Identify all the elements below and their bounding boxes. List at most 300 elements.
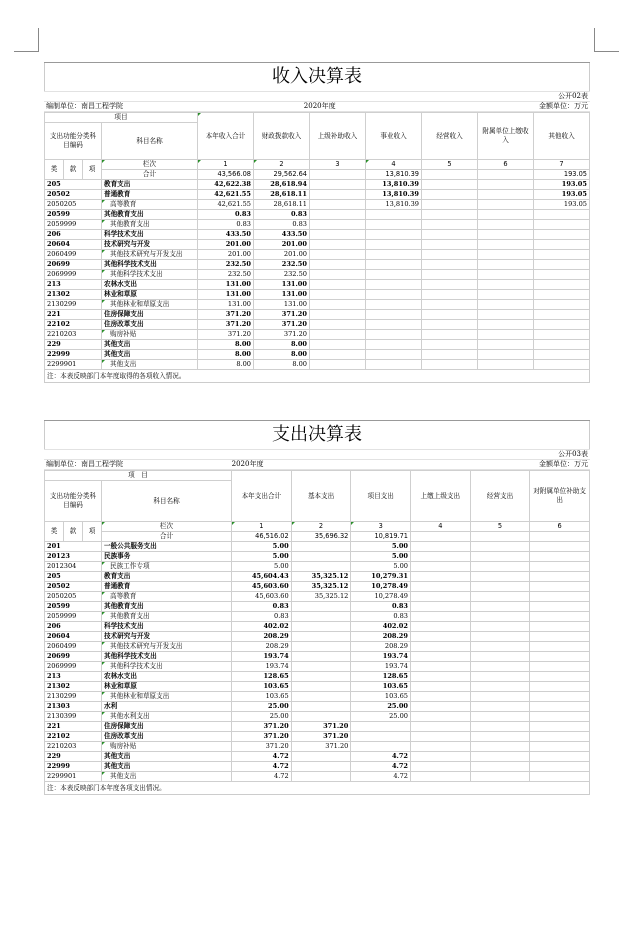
income-total-value [478, 170, 534, 180]
table-row [45, 290, 590, 300]
amount-cell: 371.20 [198, 330, 254, 340]
expense-title: 支出决算表 [44, 421, 590, 449]
amount-cell: 28,618.11 [254, 200, 310, 210]
subject-name: 其他支出 [102, 772, 232, 782]
amount-cell: 402.02 [232, 622, 292, 632]
income-meta [44, 91, 590, 112]
amount-cell [422, 240, 478, 250]
amount-cell: 103.65 [351, 682, 411, 692]
subject-code: 22999 [45, 762, 102, 772]
amount-cell [422, 270, 478, 280]
amount-cell: 5.00 [232, 542, 292, 552]
amount-cell [411, 542, 471, 552]
table-row [45, 682, 590, 692]
subject-name: 其他教育支出 [102, 612, 232, 622]
amount-cell [411, 562, 471, 572]
amount-cell [470, 712, 530, 722]
amount-cell [470, 552, 530, 562]
expense-table [44, 470, 590, 782]
amount-cell [411, 602, 471, 612]
amount-cell [411, 702, 471, 712]
amount-cell [530, 672, 590, 682]
amount-cell [534, 340, 590, 350]
amount-cell [478, 230, 534, 240]
amount-cell [291, 772, 351, 782]
amount-cell: 13,810.39 [366, 180, 422, 190]
amount-cell: 131.00 [198, 280, 254, 290]
amount-cell: 0.83 [351, 612, 411, 622]
income-total-value: 29,562.64 [254, 170, 310, 180]
subject-name: 其他科学技术支出 [102, 260, 198, 270]
table-row [45, 320, 590, 330]
income-col-num: 1 [198, 160, 254, 170]
table-row [45, 692, 590, 702]
table-row [45, 702, 590, 712]
table-row [45, 240, 590, 250]
table-row [45, 200, 590, 210]
amount-cell [470, 592, 530, 602]
income-table [44, 112, 590, 370]
subject-name: 其他教育支出 [102, 602, 232, 612]
amount-cell [478, 260, 534, 270]
amount-cell: 371.20 [254, 320, 310, 330]
expense-note: 注：本表反映部门本年度各项支出情况。 [44, 782, 590, 795]
subject-name: 科学技术支出 [102, 230, 198, 240]
income-year: 2020年度 [230, 102, 410, 112]
amount-cell [530, 722, 590, 732]
amount-cell [534, 300, 590, 310]
amount-cell: 208.29 [232, 632, 292, 642]
subject-code: 22999 [45, 350, 102, 360]
amount-cell [291, 632, 351, 642]
table-row [45, 632, 590, 642]
table-row [45, 360, 590, 370]
table-row [45, 210, 590, 220]
amount-cell: 8.00 [198, 360, 254, 370]
subject-name: 其他技术研究与开发支出 [102, 642, 232, 652]
expense-hdr-total-label: 合计 [102, 532, 232, 542]
amount-cell [310, 190, 366, 200]
amount-cell [411, 682, 471, 692]
amount-cell: 25.00 [351, 702, 411, 712]
amount-cell: 193.74 [232, 652, 292, 662]
subject-name: 其他支出 [102, 752, 232, 762]
amount-cell [530, 652, 590, 662]
amount-cell [411, 592, 471, 602]
amount-cell [366, 300, 422, 310]
amount-cell [310, 210, 366, 220]
income-col-num: 4 [366, 160, 422, 170]
amount-cell [478, 180, 534, 190]
table-row [45, 742, 590, 752]
amount-cell [422, 180, 478, 190]
income-amount-unit: 金额单位：万元 [410, 102, 590, 112]
expense-hdr-code: 支出功能分类科目编码 [45, 481, 102, 522]
amount-cell [291, 662, 351, 672]
amount-cell: 433.50 [198, 230, 254, 240]
subject-code: 21302 [45, 290, 102, 300]
amount-cell: 232.50 [198, 260, 254, 270]
subject-name: 其他科学技术支出 [102, 662, 232, 672]
subject-name: 其他技术研究与开发支出 [102, 250, 198, 260]
income-col-header: 经营收入 [422, 113, 478, 160]
table-row [45, 340, 590, 350]
subject-code: 2059999 [45, 612, 102, 622]
amount-cell: 371.20 [254, 310, 310, 320]
amount-cell [366, 210, 422, 220]
amount-cell: 4.72 [232, 762, 292, 772]
subject-name: 一般公共服务支出 [102, 542, 232, 552]
amount-cell: 103.65 [232, 682, 292, 692]
amount-cell [422, 290, 478, 300]
income-body [45, 180, 590, 370]
subject-code: 2299901 [45, 360, 102, 370]
subject-code: 2069999 [45, 270, 102, 280]
amount-cell: 42,622.38 [198, 180, 254, 190]
amount-cell [530, 712, 590, 722]
amount-cell: 208.29 [351, 632, 411, 642]
income-col-header: 上级补助收入 [310, 113, 366, 160]
expense-hdr-kuan: 款 [64, 522, 83, 542]
amount-cell [291, 752, 351, 762]
amount-cell [530, 662, 590, 672]
amount-cell [534, 330, 590, 340]
table-row [45, 180, 590, 190]
amount-cell: 0.83 [232, 602, 292, 612]
amount-cell [470, 542, 530, 552]
amount-cell: 25.00 [232, 712, 292, 722]
amount-cell [478, 290, 534, 300]
amount-cell: 10,279.31 [351, 572, 411, 582]
subject-name: 其他支出 [102, 360, 198, 370]
amount-cell [478, 310, 534, 320]
amount-cell [366, 240, 422, 250]
amount-cell [366, 320, 422, 330]
subject-name: 农林水支出 [102, 672, 232, 682]
amount-cell: 35,325.12 [291, 572, 351, 582]
expense-total-value: 46,516.02 [232, 532, 292, 542]
amount-cell: 402.02 [351, 622, 411, 632]
amount-cell [470, 682, 530, 692]
table-row [45, 260, 590, 270]
amount-cell: 193.74 [232, 662, 292, 672]
amount-cell: 4.72 [351, 752, 411, 762]
amount-cell [530, 592, 590, 602]
amount-cell: 42,621.55 [198, 190, 254, 200]
subject-code: 221 [45, 722, 102, 732]
income-col-num: 7 [534, 160, 590, 170]
expense-body [45, 542, 590, 782]
amount-cell [291, 652, 351, 662]
amount-cell [478, 330, 534, 340]
amount-cell [530, 762, 590, 772]
subject-code: 205 [45, 180, 102, 190]
amount-cell [470, 702, 530, 712]
amount-cell [470, 772, 530, 782]
income-total-value: 43,566.08 [198, 170, 254, 180]
amount-cell [422, 210, 478, 220]
amount-cell: 0.83 [198, 220, 254, 230]
amount-cell [422, 310, 478, 320]
amount-cell [422, 340, 478, 350]
subject-name: 其他支出 [102, 762, 232, 772]
subject-name: 民族工作专项 [102, 562, 232, 572]
amount-cell: 8.00 [254, 350, 310, 360]
amount-cell [478, 200, 534, 210]
income-col-header: 事业收入 [366, 113, 422, 160]
income-note: 注：本表反映部门本年度取得的各项收入情况。 [44, 370, 590, 383]
table-row [45, 602, 590, 612]
amount-cell: 371.20 [232, 742, 292, 752]
amount-cell [422, 220, 478, 230]
amount-cell [366, 280, 422, 290]
expense-form-no: 公开03表 [410, 450, 590, 460]
amount-cell: 4.72 [351, 772, 411, 782]
table-row [45, 280, 590, 290]
income-total-value: 193.05 [534, 170, 590, 180]
amount-cell [422, 280, 478, 290]
amount-cell [366, 220, 422, 230]
table-row [45, 672, 590, 682]
expense-hdr-name: 科目名称 [102, 481, 232, 522]
amount-cell [291, 642, 351, 652]
amount-cell [310, 310, 366, 320]
subject-name: 高等教育 [102, 592, 232, 602]
amount-cell: 0.83 [254, 210, 310, 220]
amount-cell [291, 682, 351, 692]
amount-cell [470, 612, 530, 622]
amount-cell [534, 260, 590, 270]
corner-mark [38, 28, 39, 52]
expense-col-header: 对附属单位补助支出 [530, 471, 590, 522]
amount-cell [478, 360, 534, 370]
subject-code: 2299901 [45, 772, 102, 782]
expense-col-num: 6 [530, 522, 590, 532]
amount-cell: 5.00 [232, 552, 292, 562]
table-row [45, 622, 590, 632]
amount-cell [534, 360, 590, 370]
expense-col-num: 1 [232, 522, 292, 532]
amount-cell [422, 250, 478, 260]
amount-cell: 193.74 [351, 652, 411, 662]
amount-cell [366, 360, 422, 370]
amount-cell [291, 622, 351, 632]
amount-cell [478, 280, 534, 290]
expense-hdr-item: 项 目 [45, 471, 232, 481]
expense-total-value [470, 532, 530, 542]
amount-cell: 45,604.43 [232, 572, 292, 582]
table-row [45, 662, 590, 672]
expense-col-num: 2 [291, 522, 351, 532]
amount-cell [310, 180, 366, 190]
amount-cell [422, 260, 478, 270]
subject-name: 住房保障支出 [102, 722, 232, 732]
table-row [45, 190, 590, 200]
income-total-value [422, 170, 478, 180]
amount-cell: 103.65 [351, 692, 411, 702]
table-row [45, 562, 590, 572]
amount-cell [478, 220, 534, 230]
amount-cell [534, 220, 590, 230]
income-hdr-lanci: 栏次 [102, 160, 198, 170]
amount-cell: 35,325.12 [291, 592, 351, 602]
amount-cell [291, 692, 351, 702]
subject-code: 205 [45, 572, 102, 582]
amount-cell [534, 210, 590, 220]
amount-cell [530, 742, 590, 752]
amount-cell [470, 692, 530, 702]
subject-code: 21303 [45, 702, 102, 712]
amount-cell: 193.05 [534, 190, 590, 200]
amount-cell [310, 350, 366, 360]
amount-cell [422, 200, 478, 210]
table-row [45, 642, 590, 652]
amount-cell [422, 350, 478, 360]
amount-cell [470, 642, 530, 652]
income-total-value [310, 170, 366, 180]
amount-cell: 371.20 [198, 320, 254, 330]
table-row [45, 250, 590, 260]
amount-cell [530, 682, 590, 692]
amount-cell [422, 230, 478, 240]
income-col-header: 财政拨款收入 [254, 113, 310, 160]
amount-cell [366, 250, 422, 260]
amount-cell [530, 752, 590, 762]
amount-cell [422, 300, 478, 310]
subject-code: 2012304 [45, 562, 102, 572]
amount-cell [411, 742, 471, 752]
amount-cell [422, 330, 478, 340]
amount-cell [530, 692, 590, 702]
amount-cell: 103.65 [232, 692, 292, 702]
amount-cell [366, 270, 422, 280]
amount-cell [530, 642, 590, 652]
subject-code: 20123 [45, 552, 102, 562]
income-unit-label: 编制单位：南昌工程学院 [44, 102, 230, 112]
expense-total-value [530, 532, 590, 542]
subject-name: 其他水利支出 [102, 712, 232, 722]
income-hdr-item: 项目 [45, 113, 198, 123]
subject-code: 2210203 [45, 742, 102, 752]
table-row [45, 582, 590, 592]
income-sheet [44, 62, 590, 383]
amount-cell [530, 732, 590, 742]
amount-cell [470, 742, 530, 752]
amount-cell [534, 240, 590, 250]
amount-cell: 208.29 [232, 642, 292, 652]
amount-cell: 193.05 [534, 180, 590, 190]
amount-cell [534, 270, 590, 280]
amount-cell [411, 582, 471, 592]
expense-col-num: 4 [411, 522, 471, 532]
amount-cell: 371.20 [291, 722, 351, 732]
amount-cell [411, 722, 471, 732]
amount-cell: 0.83 [254, 220, 310, 230]
subject-code: 206 [45, 622, 102, 632]
subject-name: 住房改革支出 [102, 320, 198, 330]
table-row [45, 552, 590, 562]
subject-code: 2069999 [45, 662, 102, 672]
income-col-header: 其他收入 [534, 113, 590, 160]
table-row [45, 350, 590, 360]
subject-name: 其他林业和草原支出 [102, 692, 232, 702]
expense-unit-label: 编制单位：南昌工程学院 [44, 460, 230, 470]
table-row [45, 542, 590, 552]
amount-cell [530, 542, 590, 552]
amount-cell [366, 350, 422, 360]
amount-cell: 131.00 [254, 300, 310, 310]
subject-code: 20604 [45, 240, 102, 250]
amount-cell: 8.00 [254, 340, 310, 350]
amount-cell [310, 330, 366, 340]
amount-cell [530, 612, 590, 622]
subject-name: 科学技术支出 [102, 622, 232, 632]
subject-name: 技术研究与开发 [102, 240, 198, 250]
table-row [45, 270, 590, 280]
expense-col-header: 本年支出合计 [232, 471, 292, 522]
subject-name: 其他支出 [102, 340, 198, 350]
amount-cell [478, 340, 534, 350]
amount-cell [411, 692, 471, 702]
subject-code: 2130299 [45, 692, 102, 702]
amount-cell [411, 672, 471, 682]
subject-name: 水利 [102, 702, 232, 712]
amount-cell [310, 290, 366, 300]
income-hdr-kuan: 款 [64, 160, 83, 180]
amount-cell [530, 582, 590, 592]
amount-cell [470, 722, 530, 732]
table-row [45, 592, 590, 602]
subject-name: 其他科学技术支出 [102, 652, 232, 662]
amount-cell: 28,618.11 [254, 190, 310, 200]
amount-cell: 128.65 [232, 672, 292, 682]
expense-year: 2020年度 [230, 460, 410, 470]
subject-code: 2060499 [45, 250, 102, 260]
expense-meta [44, 449, 590, 470]
income-form-no: 公开02表 [410, 92, 590, 102]
expense-total-value: 35,696.32 [291, 532, 351, 542]
subject-code: 20502 [45, 582, 102, 592]
amount-cell [291, 602, 351, 612]
subject-name: 林业和草原 [102, 290, 198, 300]
amount-cell [411, 762, 471, 772]
income-hdr-lei: 类 [45, 160, 64, 180]
subject-code: 2059999 [45, 220, 102, 230]
amount-cell: 131.00 [254, 290, 310, 300]
amount-cell [310, 340, 366, 350]
amount-cell: 5.00 [351, 562, 411, 572]
amount-cell [291, 542, 351, 552]
amount-cell [291, 562, 351, 572]
amount-cell: 131.00 [198, 300, 254, 310]
amount-cell: 0.83 [232, 612, 292, 622]
amount-cell [534, 250, 590, 260]
amount-cell [411, 712, 471, 722]
subject-code: 2050205 [45, 200, 102, 210]
amount-cell [534, 290, 590, 300]
amount-cell [291, 762, 351, 772]
amount-cell: 5.00 [232, 562, 292, 572]
subject-code: 2060499 [45, 642, 102, 652]
amount-cell: 371.20 [232, 722, 292, 732]
table-row [45, 310, 590, 320]
income-hdr-total-label: 合计 [102, 170, 198, 180]
amount-cell: 371.20 [291, 732, 351, 742]
subject-code: 22102 [45, 320, 102, 330]
amount-cell [470, 752, 530, 762]
amount-cell [310, 260, 366, 270]
amount-cell: 8.00 [198, 350, 254, 360]
